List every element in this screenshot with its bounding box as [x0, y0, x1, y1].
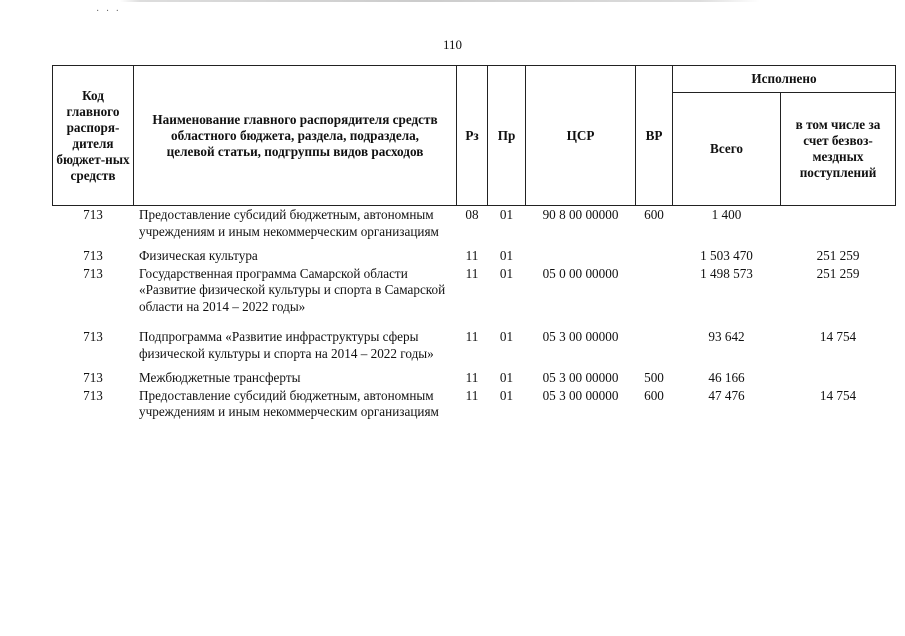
- table-row: [53, 387, 896, 421]
- cell-gratuitous: 14 754: [819, 329, 857, 344]
- cell-name: Предоставление субсидий бюджетным, автономным учреждениям и иным некоммерческим организациям: [139, 387, 439, 419]
- cell-vr: 500: [644, 370, 664, 385]
- cell-vr: 600: [644, 207, 664, 222]
- cell-total: 93 642: [708, 329, 745, 344]
- header-csr: ЦСР: [526, 66, 636, 206]
- header-code: Код главного распоря-дителя бюджет-ных средств: [53, 66, 134, 206]
- cell-pr: 01: [499, 329, 514, 344]
- cell-gratuitous: [781, 206, 896, 241]
- cell-rz: 11: [465, 370, 479, 385]
- cell-pr: 01: [499, 265, 514, 281]
- header-pr: Пр: [488, 66, 526, 206]
- cell-rz: 08: [465, 207, 479, 222]
- cell-name: Предоставление субсидий бюджетным, автономным учреждениям и иным некоммерческим организациям: [139, 207, 439, 239]
- cell-gratuitous: 251 259: [816, 265, 860, 281]
- row-spacer: [53, 315, 896, 328]
- cell-rz: 11: [465, 265, 479, 281]
- cell-vr: [636, 328, 673, 362]
- table-header: [53, 66, 896, 206]
- cell-csr: 05 0 00 00000: [542, 265, 619, 281]
- table-row: [53, 369, 896, 387]
- cell-rz: 11: [465, 248, 479, 263]
- cell-total: 1 498 573: [700, 265, 753, 281]
- cell-code: 713: [83, 265, 103, 281]
- table-row: [53, 206, 896, 241]
- header-vr: ВР: [636, 66, 673, 206]
- row-spacer: [53, 362, 896, 369]
- row-spacer: [53, 240, 896, 247]
- cell-pr: 01: [499, 207, 514, 222]
- cell-rz: 11: [465, 329, 479, 344]
- cell-code: 713: [83, 248, 103, 263]
- cell-vr: 600: [644, 387, 664, 403]
- cell-total: 1 503 470: [700, 248, 753, 263]
- cell-name: Межбюджетные трансферты: [139, 370, 301, 385]
- header-executed: Исполнено: [673, 66, 896, 93]
- table-row: [53, 328, 896, 362]
- cell-rz: 11: [465, 387, 479, 403]
- cell-csr: 90 8 00 00000: [542, 207, 619, 222]
- cell-csr: [526, 247, 636, 265]
- cell-total: 47 476: [708, 387, 745, 403]
- cell-csr: 05 3 00 00000: [542, 370, 619, 385]
- header-name: Наименование главного распорядителя средств областного бюджета, раздела, подраздела, целевой статьи, подгруппы видов расходов: [134, 66, 457, 206]
- cell-gratuitous: 14 754: [819, 387, 857, 403]
- cell-name: Физическая культура: [139, 248, 258, 263]
- cell-name: Подпрограмма «Развитие инфраструктуры сферы физической культуры и спорта на 2014 – 2022 годы»: [139, 329, 434, 361]
- cell-pr: 01: [499, 387, 514, 403]
- cell-vr: [636, 247, 673, 265]
- cell-code: 713: [83, 207, 103, 222]
- table-row: [53, 247, 896, 265]
- page-number: 110: [442, 37, 463, 52]
- cell-vr: [636, 265, 673, 316]
- cell-pr: 01: [499, 248, 514, 263]
- cell-gratuitous: 251 259: [816, 248, 860, 263]
- header-gratuitous: в том числе за счет безвоз-мездных поступлений: [781, 93, 896, 206]
- cell-code: 713: [83, 387, 103, 403]
- cell-gratuitous: [781, 369, 896, 387]
- cell-total: 46 166: [708, 370, 745, 385]
- cell-csr: 05 3 00 00000: [542, 387, 619, 403]
- cell-code: 713: [83, 329, 103, 344]
- cell-pr: 01: [499, 370, 514, 385]
- table-body: [53, 206, 896, 421]
- cell-csr: 05 3 00 00000: [542, 329, 619, 344]
- budget-table: [52, 65, 896, 421]
- cell-name: Государственная программа Самарской области «Развитие физической культуры и спорта в Самарской области на 2014 – 2022 годы»: [139, 265, 446, 314]
- cell-code: 713: [83, 370, 103, 385]
- scan-artifact: · · ·: [96, 6, 121, 17]
- header-rz: Рз: [457, 66, 488, 206]
- scan-edge: [0, 0, 905, 2]
- cell-total: 1 400: [711, 207, 742, 222]
- table-row: [53, 265, 896, 316]
- header-total: Всего: [673, 93, 781, 206]
